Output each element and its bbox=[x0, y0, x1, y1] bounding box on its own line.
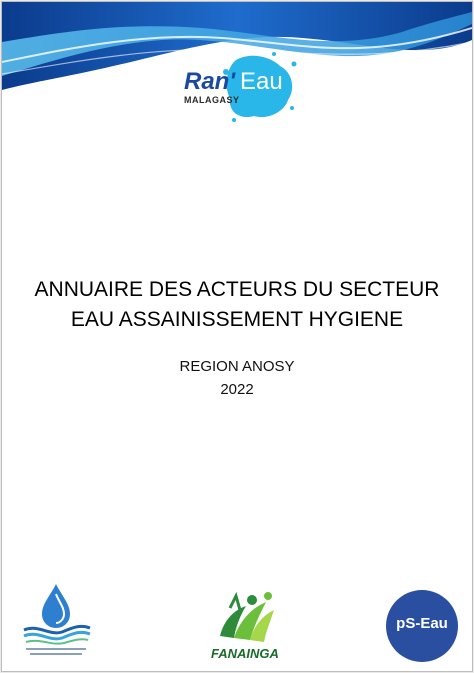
pseau-logo bbox=[386, 590, 458, 662]
document-title-line2: EAU ASSAINISSEMENT HYGIENE bbox=[70, 308, 404, 331]
fanainga-logo bbox=[200, 586, 290, 666]
logo-eau-text: Eau bbox=[240, 68, 283, 95]
ministry-water-logo bbox=[16, 580, 96, 660]
logo-malagasy-text: MALAGASY bbox=[184, 95, 240, 105]
document-title-line1: ANNUAIRE DES ACTEURS DU SECTEUR bbox=[34, 278, 440, 301]
region-label: REGION ANOSY bbox=[179, 358, 295, 375]
year-label: 2022 bbox=[220, 381, 254, 398]
logo-ran-text: Ran' bbox=[184, 68, 236, 95]
cover-page bbox=[1, 1, 473, 672]
pseau-label: pS-Eau bbox=[396, 615, 448, 632]
fanainga-label: FANAINGA bbox=[211, 646, 279, 661]
raneau-logo bbox=[174, 50, 302, 130]
